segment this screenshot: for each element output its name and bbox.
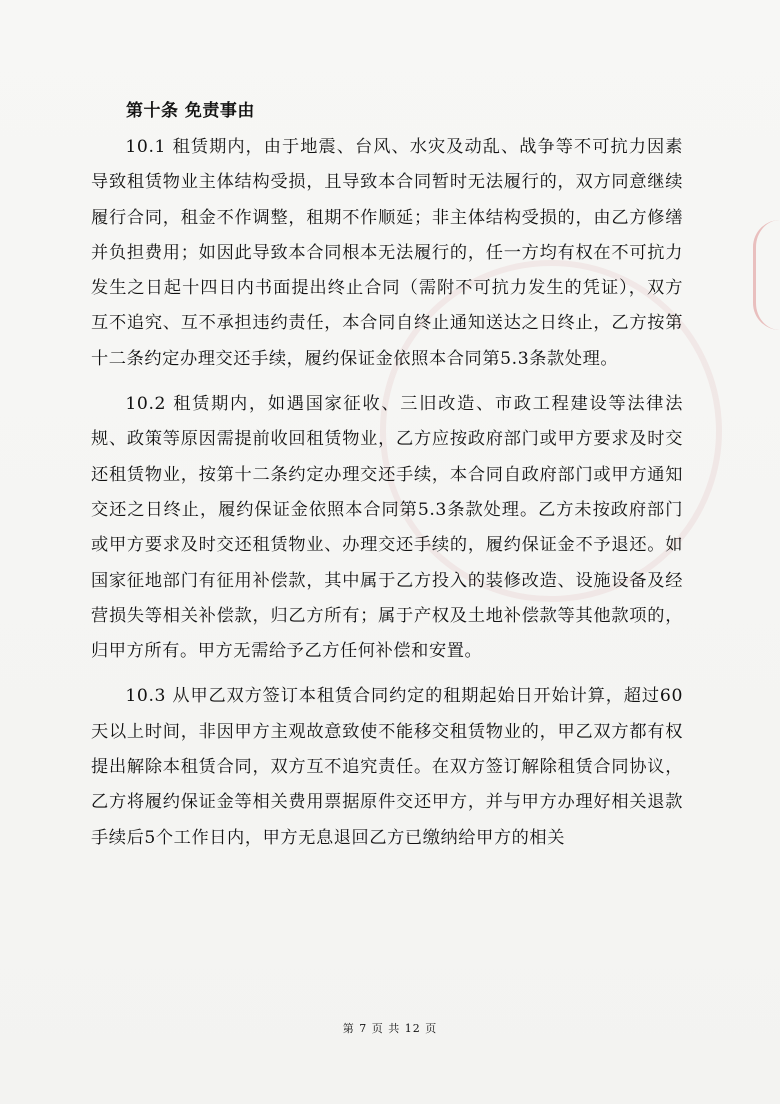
page-number: 第 7 页 共 12 页 xyxy=(342,1022,438,1035)
section-body xyxy=(91,130,683,866)
clause-10-2: 10.2 租赁期内，如遇国家征收、三旧改造、市政工程建设等法律法规、政策等原因需提前收回租赁物业，乙方应按政府部门或甲方要求及时交还租赁物业，按第十二条约定办理交还手续，本合同自政府部门或甲方通知交还之日终止，履约保证金依照本合同第5.3条款处理。乙方未按政府部门或甲方要求及时交还租赁物业、办理交还手续的，履约保证金不予退还。如国家征地部门有征用补偿款，其中属于乙方投入的装修改造、设施设备及经营损失等相关补偿款，归乙方所有；属于产权及土地补偿款等其他款项的，归甲方所有。甲方无需给予乙方任何补偿和安置。 xyxy=(91,394,683,662)
clause-10-3: 10.3 从甲乙双方签订本租赁合同约定的租期起始日开始计算，超过60天以上时间，非因甲方主观故意致使不能移交租赁物业的，甲乙双方都有权提出解除本租赁合同，双方互不追究责任。在双方签订解除租赁合同协议，乙方将履约保证金等相关费用票据原件交还甲方，并与甲方办理好相关退款手续后5个工作日内，甲方无息退回乙方已缴纳给甲方的相关 xyxy=(91,686,683,848)
edge-seal-mark xyxy=(753,220,780,330)
section-heading: 第十条 免责事由 xyxy=(126,101,255,121)
clause-10-1: 10.1 租赁期内，由于地震、台风、水灾及动乱、战争等不可抗力因素导致租赁物业主体结构受损，且导致本合同暂时无法履行的，双方同意继续履行合同，租金不作调整，租期不作顺延；非主体结构受损的，由乙方修缮并负担费用；如因此导致本合同根本无法履行的，任一方均有权在不可抗力发生之日起十四日内书面提出终止合同（需附不可抗力发生的凭证），双方互不追究、互不承担违约责任，本合同自终止通知送达之日终止，乙方按第十二条约定办理交还手续，履约保证金依照本合同第5.3条款处理。 xyxy=(91,137,683,369)
